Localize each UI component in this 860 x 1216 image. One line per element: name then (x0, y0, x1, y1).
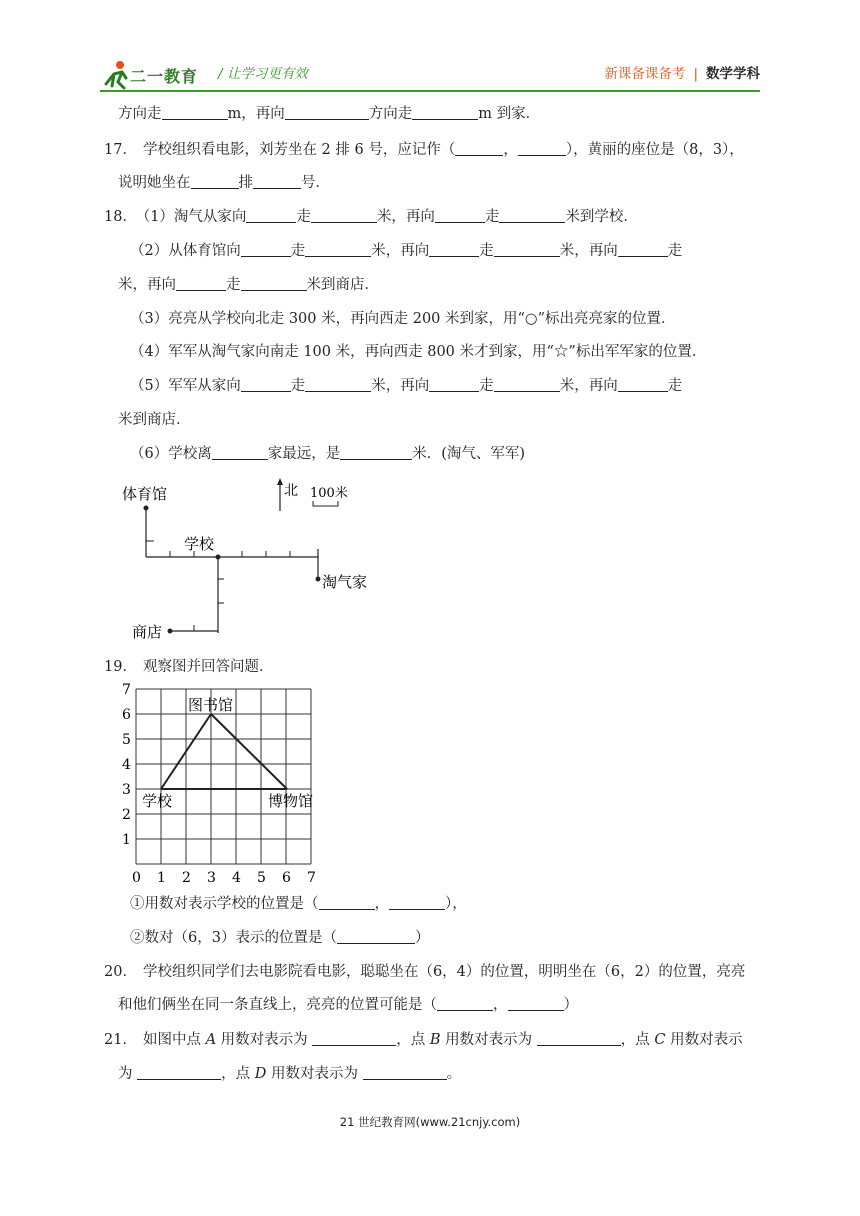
scale-label: 100米 (310, 486, 348, 501)
text: 走 (479, 243, 494, 259)
blank[interactable] (429, 377, 479, 392)
q19-sub1 (130, 894, 467, 914)
blank[interactable] (437, 996, 493, 1011)
x-tick-label: 1 (157, 870, 166, 883)
point-b-label: B (429, 1032, 441, 1048)
q20-line1 (104, 962, 745, 982)
blank[interactable] (137, 1065, 221, 1080)
text: ①用数对表示学校的位置是（ (130, 896, 319, 912)
text: 和他们俩坐在同一条直线上，亮亮的位置可能是（ (118, 997, 437, 1013)
slogan: / 让学习更有效 (218, 66, 308, 82)
scale-ticks (170, 551, 290, 631)
q18-part3: （3）亮亮从学校向北走 300 米，再向西走 200 米到家，用“○”标出亮亮家的位置． (130, 311, 676, 327)
text: ， (503, 142, 518, 158)
x-tick-label: 4 (232, 870, 241, 883)
y-tick-label: 4 (122, 757, 131, 773)
q17-line2 (118, 173, 330, 193)
blank[interactable] (305, 377, 371, 392)
map-label-gym: 体育馆 (122, 485, 168, 503)
q21-line2 (118, 1064, 461, 1084)
x-tick-label: 5 (257, 870, 266, 883)
x-tick-label: 7 (307, 870, 316, 883)
text: 用数对表示为 (266, 1066, 358, 1082)
text: 米，再向 (376, 209, 435, 225)
grid-label-library: 图书馆 (188, 696, 234, 714)
text: 米，再向 (559, 378, 618, 394)
text: ，点 (396, 1032, 430, 1048)
text: （1）淘气从家向 (142, 209, 247, 225)
blank[interactable] (618, 377, 668, 392)
text: 米．(淘气、军军) (412, 446, 526, 462)
text: ） (414, 930, 430, 946)
map-label-taoqi: 淘气家 (322, 573, 368, 591)
text: （5）军军从家向 (130, 378, 241, 394)
blank[interactable] (508, 996, 564, 1011)
text: 米到商店． (306, 277, 379, 293)
text: ） (563, 997, 578, 1013)
point-a-label: A (205, 1032, 217, 1048)
text: ），黄丽的座位是（8，3）， (565, 142, 744, 158)
blank[interactable] (311, 208, 377, 223)
coordinate-grid (110, 683, 320, 883)
blank[interactable] (455, 141, 503, 156)
logo (100, 60, 230, 90)
question-number: 20． (104, 964, 137, 980)
blank[interactable] (389, 895, 445, 910)
q18-part5-cont: 米到商店． (118, 412, 191, 428)
y-tick-labels (122, 683, 131, 848)
blank[interactable] (162, 105, 228, 120)
text: ，点 (221, 1066, 255, 1082)
text: 说明她坐在 (118, 175, 191, 191)
route-map (110, 475, 410, 645)
blank[interactable] (618, 242, 668, 257)
text: （6）学校离 (130, 446, 212, 462)
question-number: 17． (104, 142, 137, 158)
text: 排 (238, 175, 253, 191)
q18-part5 (130, 376, 682, 396)
text: 米到学校． (565, 209, 638, 225)
text: ）， (445, 896, 467, 912)
text: ， (493, 997, 508, 1013)
blank[interactable] (241, 276, 307, 291)
q18-part4: （4）军军从淘气家向南走 100 米，再向西走 800 米才到家，用“☆”标出军军家的位置． (130, 344, 707, 360)
blank[interactable] (241, 242, 291, 257)
grid-lines (136, 689, 314, 864)
blank[interactable] (494, 377, 560, 392)
text: 用数对表示 (665, 1032, 743, 1048)
blank[interactable] (212, 445, 268, 460)
blank[interactable] (537, 1031, 621, 1046)
blank[interactable] (494, 242, 560, 257)
text: 为 (118, 1066, 133, 1082)
q18-part2 (130, 241, 682, 261)
blank[interactable] (246, 208, 296, 223)
text: 米，再向 (118, 277, 176, 293)
x-tick-label: 3 (207, 870, 216, 883)
q21-line1 (104, 1030, 743, 1050)
q18-part6 (130, 444, 525, 464)
text: 走 (290, 378, 306, 394)
blank[interactable] (305, 242, 371, 257)
blank[interactable] (319, 895, 375, 910)
text: ②数对（6，3）表示的位置是（ (130, 930, 337, 946)
blank[interactable] (337, 929, 415, 944)
text: 。 (446, 1066, 462, 1082)
blank[interactable] (518, 141, 566, 156)
q19-sub2 (130, 928, 429, 948)
y-tick-label: 1 (122, 832, 131, 848)
x-tick-label: 6 (282, 870, 291, 883)
text: 学校组织看电影，刘芳坐在 2 排 6 号，应记作（ (142, 142, 456, 158)
text: 走 (226, 277, 241, 293)
text: 米，再向 (371, 378, 430, 394)
blank[interactable] (176, 276, 226, 291)
q18-part2-cont (118, 275, 379, 295)
school-point (216, 555, 221, 560)
text: 方向走 (368, 106, 413, 122)
scale-bar (313, 501, 338, 506)
text: 走 (667, 378, 683, 394)
logo-text: 二一教育 (130, 67, 199, 86)
grid-label-school: 学校 (142, 792, 173, 810)
header-rule (100, 90, 760, 92)
text: 用数对表示为 (216, 1032, 308, 1048)
blank[interactable] (340, 445, 412, 460)
north-arrow-head-icon (277, 478, 283, 485)
blank[interactable] (285, 105, 369, 120)
header-separator: | (693, 66, 698, 82)
text: m 到家． (478, 106, 541, 122)
text: 家最远，是 (267, 446, 341, 462)
header-subject-name: 数学学科 (706, 66, 760, 82)
q18-part1 (104, 207, 638, 227)
text: 走 (484, 209, 500, 225)
blank[interactable] (253, 174, 301, 189)
x-tick-labels (132, 870, 316, 883)
text: 方向走 (118, 106, 162, 122)
blank[interactable] (241, 377, 291, 392)
question-number: 18． (104, 209, 137, 225)
y-tick-label: 3 (122, 782, 131, 798)
page-header (100, 52, 760, 94)
y-tick-label: 7 (122, 683, 131, 698)
text: ，点 (620, 1032, 655, 1048)
taoqi-point (316, 577, 321, 582)
q17-line1 (104, 140, 744, 160)
text: （2）从体育馆向 (130, 243, 241, 259)
q19-title (104, 657, 273, 677)
page-footer: 21 世纪教育网(www.21cnjy.com) (339, 1115, 521, 1129)
map-label-school: 学校 (184, 535, 215, 553)
text: 走 (290, 243, 306, 259)
text: 走 (479, 378, 494, 394)
y-tick-label: 5 (122, 732, 131, 748)
q16-continuation (118, 104, 540, 124)
text: 号． (301, 175, 330, 191)
text: 如图中点 (142, 1032, 206, 1048)
text: ， (374, 896, 389, 912)
triangle-side (211, 714, 287, 789)
text: 米，再向 (559, 243, 618, 259)
text: 米，再向 (371, 243, 430, 259)
runner-logo-icon (100, 60, 132, 90)
text: 观察图并回答问题． (142, 659, 274, 675)
header-subject (604, 62, 760, 82)
grid-label-museum: 博物馆 (268, 792, 314, 810)
y-tick-label: 2 (122, 807, 131, 823)
text: 用数对表示为 (440, 1032, 533, 1048)
blank[interactable] (412, 105, 478, 120)
blank[interactable] (312, 1031, 396, 1046)
text: 走 (667, 243, 683, 259)
point-c-label: C (654, 1032, 666, 1048)
x-tick-label: 0 (132, 870, 141, 883)
q20-line2 (118, 995, 578, 1015)
north-label: 北 (284, 483, 298, 499)
point-d-label: D (254, 1066, 267, 1082)
blank[interactable] (363, 1065, 447, 1080)
header-course: 新课备课备考 (604, 66, 686, 82)
x-tick-label: 2 (182, 870, 191, 883)
y-tick-label: 6 (122, 707, 131, 723)
text: 走 (296, 209, 311, 225)
blank[interactable] (499, 208, 565, 223)
question-number: 21． (104, 1032, 137, 1048)
blank[interactable] (429, 242, 479, 257)
text: 学校组织同学们去电影院看电影，聪聪坐在（6，4）的位置，明明坐在（6，2）的位置，亮亮 (142, 964, 746, 980)
question-number: 19． (104, 659, 137, 675)
blank[interactable] (191, 174, 239, 189)
blank[interactable] (435, 208, 485, 223)
text: m，再向 (227, 106, 285, 122)
shop-point (168, 629, 173, 634)
map-label-shop: 商店 (132, 623, 163, 641)
